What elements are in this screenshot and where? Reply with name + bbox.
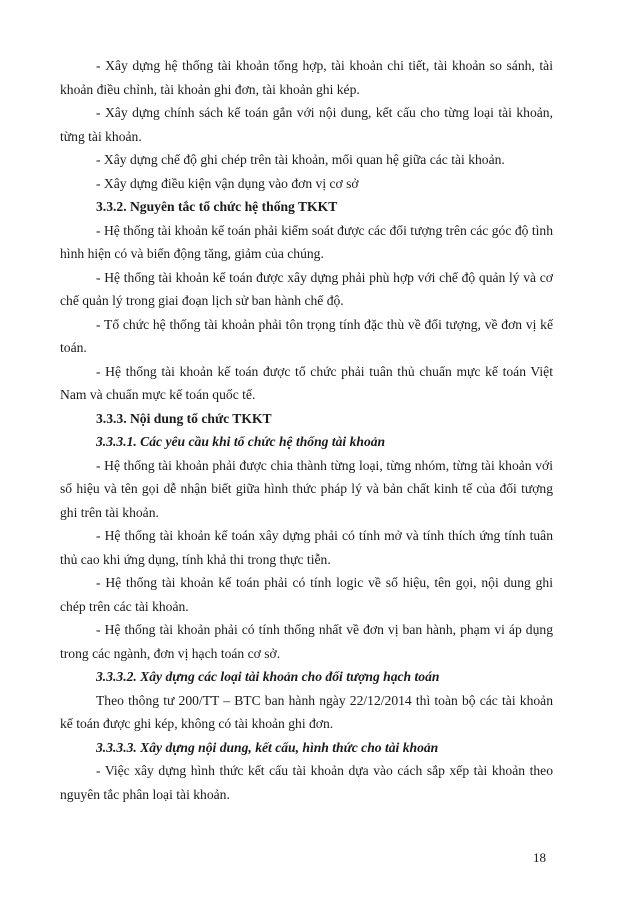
paragraph: - Hệ thống tài khoản kế toán được xây dựng phải phù hợp với chế độ quản lý và cơ chế quản lý trong giai đoạn lịch sử ban hành chế độ. (60, 269, 553, 308)
paragraph: - Xây dựng chính sách kế toán gắn với nội dung, kết cấu cho từng loại tài khoản, từng tài khoản. (60, 105, 553, 144)
subsection-heading: 3.3.3.1. Các yêu cầu khi tổ chức hệ thống tài khoản (96, 434, 386, 449)
paragraph: - Xây dựng hệ thống tài khoản tổng hợp, tài khoản chi tiết, tài khoản so sánh, tài khoản điều chỉnh, tài khoản ghi đơn, tài khoản ghi kép. (60, 58, 553, 97)
paragraph: Theo thông tư 200/TT – BTC ban hành ngày 22/12/2014 thì toàn bộ các tài khoản kế toán được ghi kép, không có tài khoản ghi đơn. (60, 692, 553, 731)
document-page (60, 54, 553, 806)
subsection-heading: 3.3.3.3. Xây dựng nội dung, kết cấu, hình thức cho tài khoản (96, 739, 439, 755)
paragraph: - Hệ thống tài khoản phải có tính thống nhất về đơn vị ban hành, phạm vi áp dụng trong các ngành, đơn vị hạch toán cơ sở. (60, 622, 553, 661)
paragraph: - Hệ thống tài khoản kế toán phải có tính logic về số hiệu, tên gọi, nội dung ghi chép trên các tài khoản. (60, 575, 553, 614)
paragraph: - Xây dựng điều kiện vận dụng vào đơn vị cơ sở (96, 175, 359, 191)
subsection-heading: 3.3.3.2. Xây dựng các loại tài khoản cho đối tượng hạch toán (96, 669, 440, 684)
paragraph: - Hệ thống tài khoản kế toán được tổ chức phải tuân thủ chuẩn mực kế toán Việt Nam và chuẩn mực kế toán quốc tế. (60, 363, 553, 402)
paragraph: - Việc xây dựng hình thức kết cấu tài khoản dựa vào cách sắp xếp tài khoản theo nguyên tắc phân loại tài khoản. (60, 763, 553, 802)
page-number: 18 (533, 850, 546, 865)
section-heading: 3.3.3. Nội dung tổ chức TKKT (96, 410, 272, 426)
paragraph: - Hệ thống tài khoản kế toán xây dựng phải có tính mở và tính thích ứng tính tuân thủ cao khi ứng dụng, tính khả thi trong thực tiễn. (60, 528, 553, 567)
paragraph: - Hệ thống tài khoản kế toán phải kiểm soát được các đối tượng trên các góc độ tình hình hiện có và biến động tăng, giảm của chúng. (60, 222, 553, 261)
paragraph: - Xây dựng chế độ ghi chép trên tài khoản, mối quan hệ giữa các tài khoản. (96, 152, 505, 167)
paragraph: - Tổ chức hệ thống tài khoản phải tôn trọng tính đặc thù về đối tượng, về đơn vị kế toán. (60, 316, 553, 355)
section-heading: 3.3.2. Nguyên tắc tổ chức hệ thống TKKT (96, 199, 338, 214)
paragraph: - Hệ thống tài khoản phải được chia thành từng loại, từng nhóm, từng tài khoản với số hiệu và tên gọi dễ nhận biết giữa hình thức pháp lý và bản chất kinh tế của đối tượng ghi trên tài khoản. (60, 457, 553, 520)
